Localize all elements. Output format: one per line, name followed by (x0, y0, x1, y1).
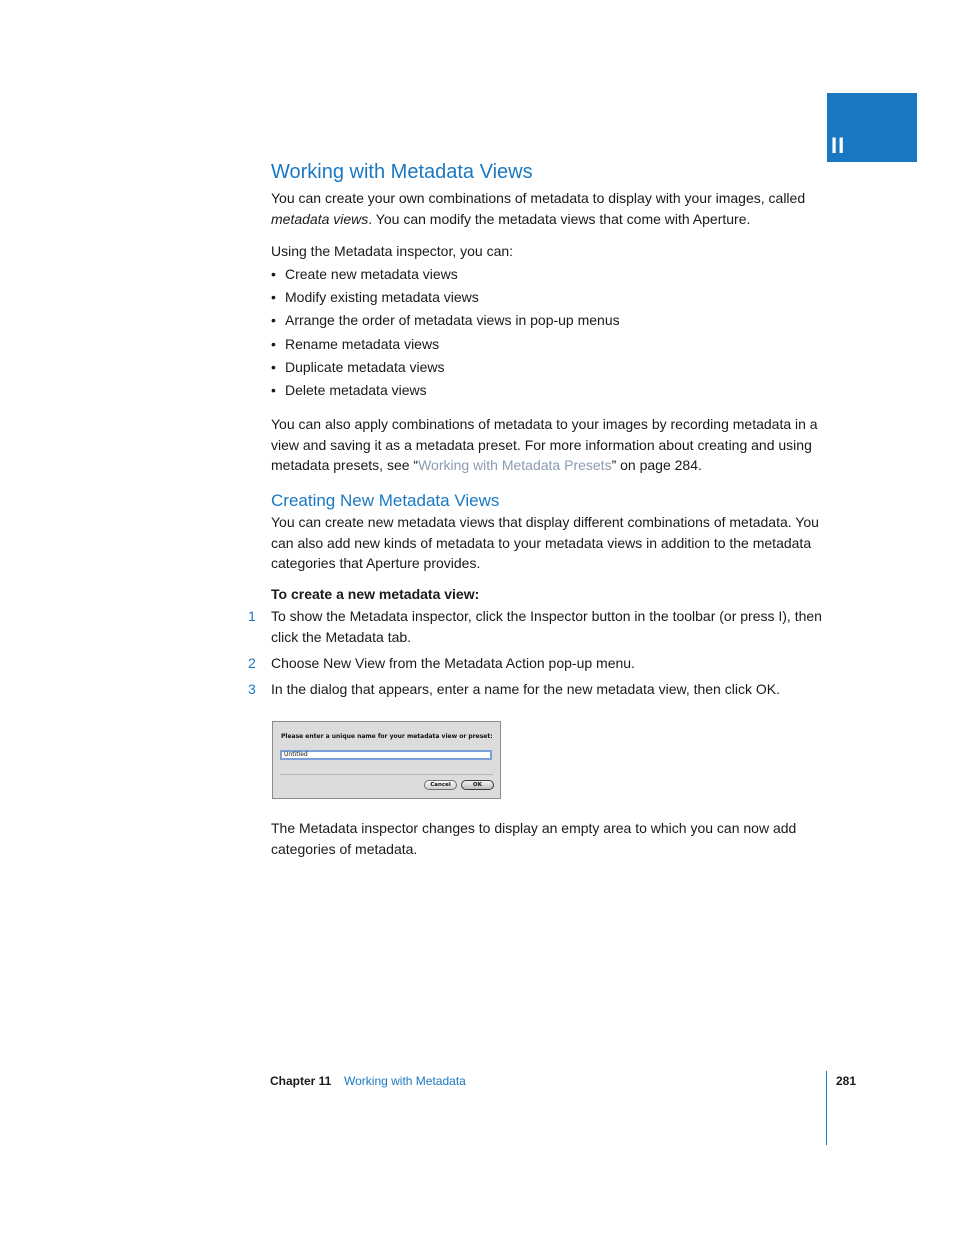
section-intro: You can create your own combinations of metadata to display with your images, called metadata views. You can modify the metadata views that come with Aperture. (271, 190, 806, 227)
list-item: • Rename metadata views (271, 334, 620, 357)
step-text: Choose New View from the Metadata Action pop-up menu. (271, 655, 635, 671)
step-number: 2 (248, 655, 256, 671)
step-1 (248, 606, 828, 647)
part-numeral: II (831, 133, 846, 158)
dialog-divider (280, 774, 493, 775)
step-3 (248, 679, 828, 700)
presets-link[interactable]: Working with Metadata Presets (418, 457, 612, 473)
footer-chapter-title[interactable]: Working with Metadata (344, 1074, 466, 1088)
presets-paragraph: You can also apply combinations of metadata to your images by recording metadata in a view and saving it as a metadata preset. For more information about creating and using metadata presets, see “Working with Metadata Presets” on page 284. (271, 416, 818, 473)
list-item: • Arrange the order of metadata views in pop-up menus (271, 310, 620, 333)
dialog-prompt: Please enter a unique name for your metadata view or preset: (281, 733, 493, 740)
footer-divider (826, 1071, 827, 1145)
step-2 (248, 653, 828, 674)
subsection-heading: Creating New Metadata Views (271, 491, 500, 510)
subsection-intro: You can create new metadata views that display different combinations of metadata. You can also add new kinds of metadata to your metadata views in addition to the metadata categories that Aperture provides. (271, 514, 819, 571)
using-line: Using the Metadata inspector, you can: (271, 243, 514, 259)
step-text: To show the Metadata inspector, click the Inspector button in the toolbar (or press I), then click the Metadata tab. (271, 608, 822, 645)
page-number: 281 (836, 1074, 857, 1088)
list-item: • Modify existing metadata views (271, 287, 620, 310)
procedure-title: To create a new metadata view: (271, 586, 480, 602)
ok-button[interactable]: OK (461, 780, 494, 790)
result-paragraph: The Metadata inspector changes to display an empty area to which you can now add categories of metadata. (271, 820, 797, 857)
list-item: • Duplicate metadata views (271, 357, 620, 380)
view-name-field[interactable]: Untitled (280, 750, 492, 760)
capabilities-list (271, 264, 620, 403)
step-number: 1 (248, 608, 256, 624)
list-item: • Delete metadata views (271, 380, 620, 403)
list-item: • Create new metadata views (271, 264, 620, 287)
name-dialog-screenshot (272, 721, 501, 799)
cancel-button[interactable]: Cancel (424, 780, 457, 790)
step-number: 3 (248, 681, 256, 697)
footer-chapter: Chapter 11 (270, 1074, 332, 1088)
part-tab (827, 93, 917, 162)
step-text: In the dialog that appears, enter a name for the new metadata view, then click OK. (271, 681, 780, 697)
section-heading: Working with Metadata Views (271, 161, 533, 183)
